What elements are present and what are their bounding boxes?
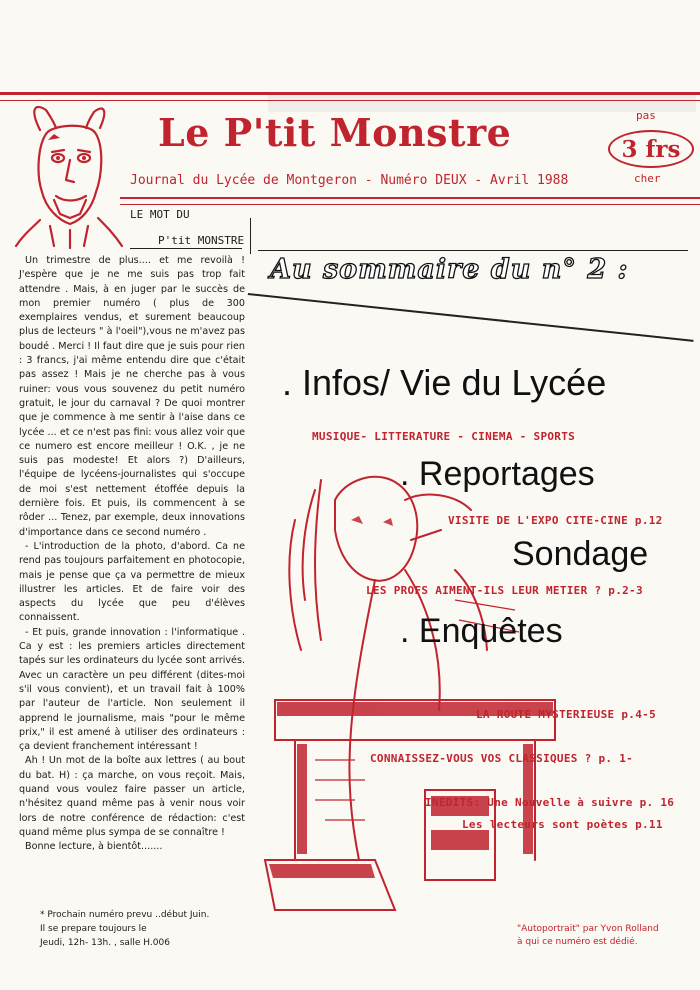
editorial-heading-line1: LE MOT DU <box>130 208 190 221</box>
editorial-paragraph: - Et puis, grande innovation : l'informatique . Ca y est : les premiers articles directement tapés sur les ordinateurs du lycée sont arrivés. Avec un caractère un peu différent (dites-moi s'il vous convient), et un travail fait à 100% par l'auteur de l'article. Non seulement il apprend le journalisme, mais "pour le même prix," il est amené à utiliser des ordinateurs : ça devient franchement intéressant ! <box>19 626 245 753</box>
price-bottom-label: cher <box>634 172 661 185</box>
section-sondage-sub: LES PROFS AIMENT-ILS LEUR METIER ? p.2-3 <box>366 584 643 597</box>
inedits-line: Les lecteurs sont poètes p.11 <box>462 818 663 831</box>
footnote-line: * Prochain numéro prevu ..début Juin. <box>40 910 210 920</box>
section-enquetes-sub: LA ROUTE MYSTERIEUSE p.4-5 <box>476 708 656 721</box>
editorial-paragraph: Bonne lecture, à bientôt....... <box>25 841 163 853</box>
sommaire-title: Au sommaire du n° 2 : <box>270 254 629 285</box>
price-badge: 3 frs <box>608 130 694 168</box>
devil-mascot-icon <box>10 100 132 250</box>
section-enquetes-sub: CONNAISSEZ-VOUS VOS CLASSIQUES ? p. 1- <box>370 752 634 765</box>
inedits-line: INEDITS: Une Nouvelle à suivre p. 16 <box>425 796 675 809</box>
editorial-divider <box>130 248 242 249</box>
sommaire-slant-rule <box>248 293 694 341</box>
masthead-rule-bottom2 <box>120 204 700 205</box>
editorial-paragraph: - L'introduction de la photo, d'abord. Ca ne rend pas toujours parfaitement en photocopie, mais je pense que ça va permettre de mieux illustrer les articles. Et de faire voir des aspects du lycée que peu d'élèves connaissent. <box>19 540 245 624</box>
editorial-paragraph: Un trimestre de plus.... et me revoilà ! J'espère que je ne me suis pas trop fait attendre . Mais, à en juger par le succès de mon premier numéro ( plus de 300 exemplaires vendus, et surement beaucoup plus de lecteurs " à l'oeil"),vous ne m'avez pas boudé . Merci ! Il faut dire que je suis pour rien : 3 francs, j'ai même entendu dire que c'était pas assez ! Mais je ne cherche pas à vous ruiner: vous vous souvenez du petit numéro gratuit, le jour du carnaval ? De quoi montrer que je commence à me sentir à l'aise dans ce lycée ... et ce n'est pas fini: vous allez voir que ce numero est encore meilleur ! O.K. , je ne suis pas modeste! Et alors ?) D'ailleurs, l'équipe de lycéens-journalistes qui s'occupe de moi s'est nettement étoffée depuis la dernière fois. Et puis, ils commencent à se rôder ... Tenez, par exemple, deux innovations d'importance dans ce second numéro . <box>19 255 245 538</box>
illustration-caption <box>517 923 659 949</box>
section-infos-sub: MUSIQUE- LITTERATURE - CINEMA - SPORTS <box>312 430 576 443</box>
footnote-line: Jeudi, 12h- 13h. , salle H.006 <box>40 938 170 948</box>
section-infos-heading: . Infos/ Vie du Lycée <box>282 362 607 403</box>
caption-line: "Autoportrait" par Yvon Rolland <box>517 924 659 934</box>
autoportrait-illustration <box>255 460 585 930</box>
price-top-label: pas <box>636 109 656 122</box>
section-enquetes-heading: . Enquêtes <box>400 612 563 650</box>
editorial-text <box>19 254 245 854</box>
footnote-line: Il se prepare toujours le <box>40 924 147 934</box>
masthead-subtitle: Journal du Lycée de Montgeron - Numéro DEUX - Avril 1988 <box>130 173 569 188</box>
section-reportages-heading: . Reportages <box>400 455 595 493</box>
show-through-shadow <box>268 92 696 112</box>
caption-line: à qui ce numéro est dédié. <box>517 937 638 947</box>
column-divider-top <box>250 218 251 254</box>
masthead-rule-bottom <box>120 197 700 199</box>
newspaper-title: Le P'tit Monstre <box>158 110 512 155</box>
masthead-rule-top <box>0 92 700 95</box>
section-sondage-heading: Sondage <box>512 535 649 573</box>
editorial-paragraph: Ah ! Un mot de la boîte aux lettres ( au bout du bat. H) : ça marche, on vous reçoit. Mais, quand vous voulez faire passer un article, n'hésitez quand même pas à venir nous voir lors de notre conférence de rédaction: c'est quand même plus sympa de se connaître ! <box>19 755 245 838</box>
next-issue-note <box>40 908 209 950</box>
sommaire-rule <box>258 250 688 251</box>
editorial-heading-line2: P'tit MONSTRE <box>158 234 245 247</box>
section-reportages-sub: VISITE DE L'EXPO CITE-CINE p.12 <box>448 514 663 527</box>
